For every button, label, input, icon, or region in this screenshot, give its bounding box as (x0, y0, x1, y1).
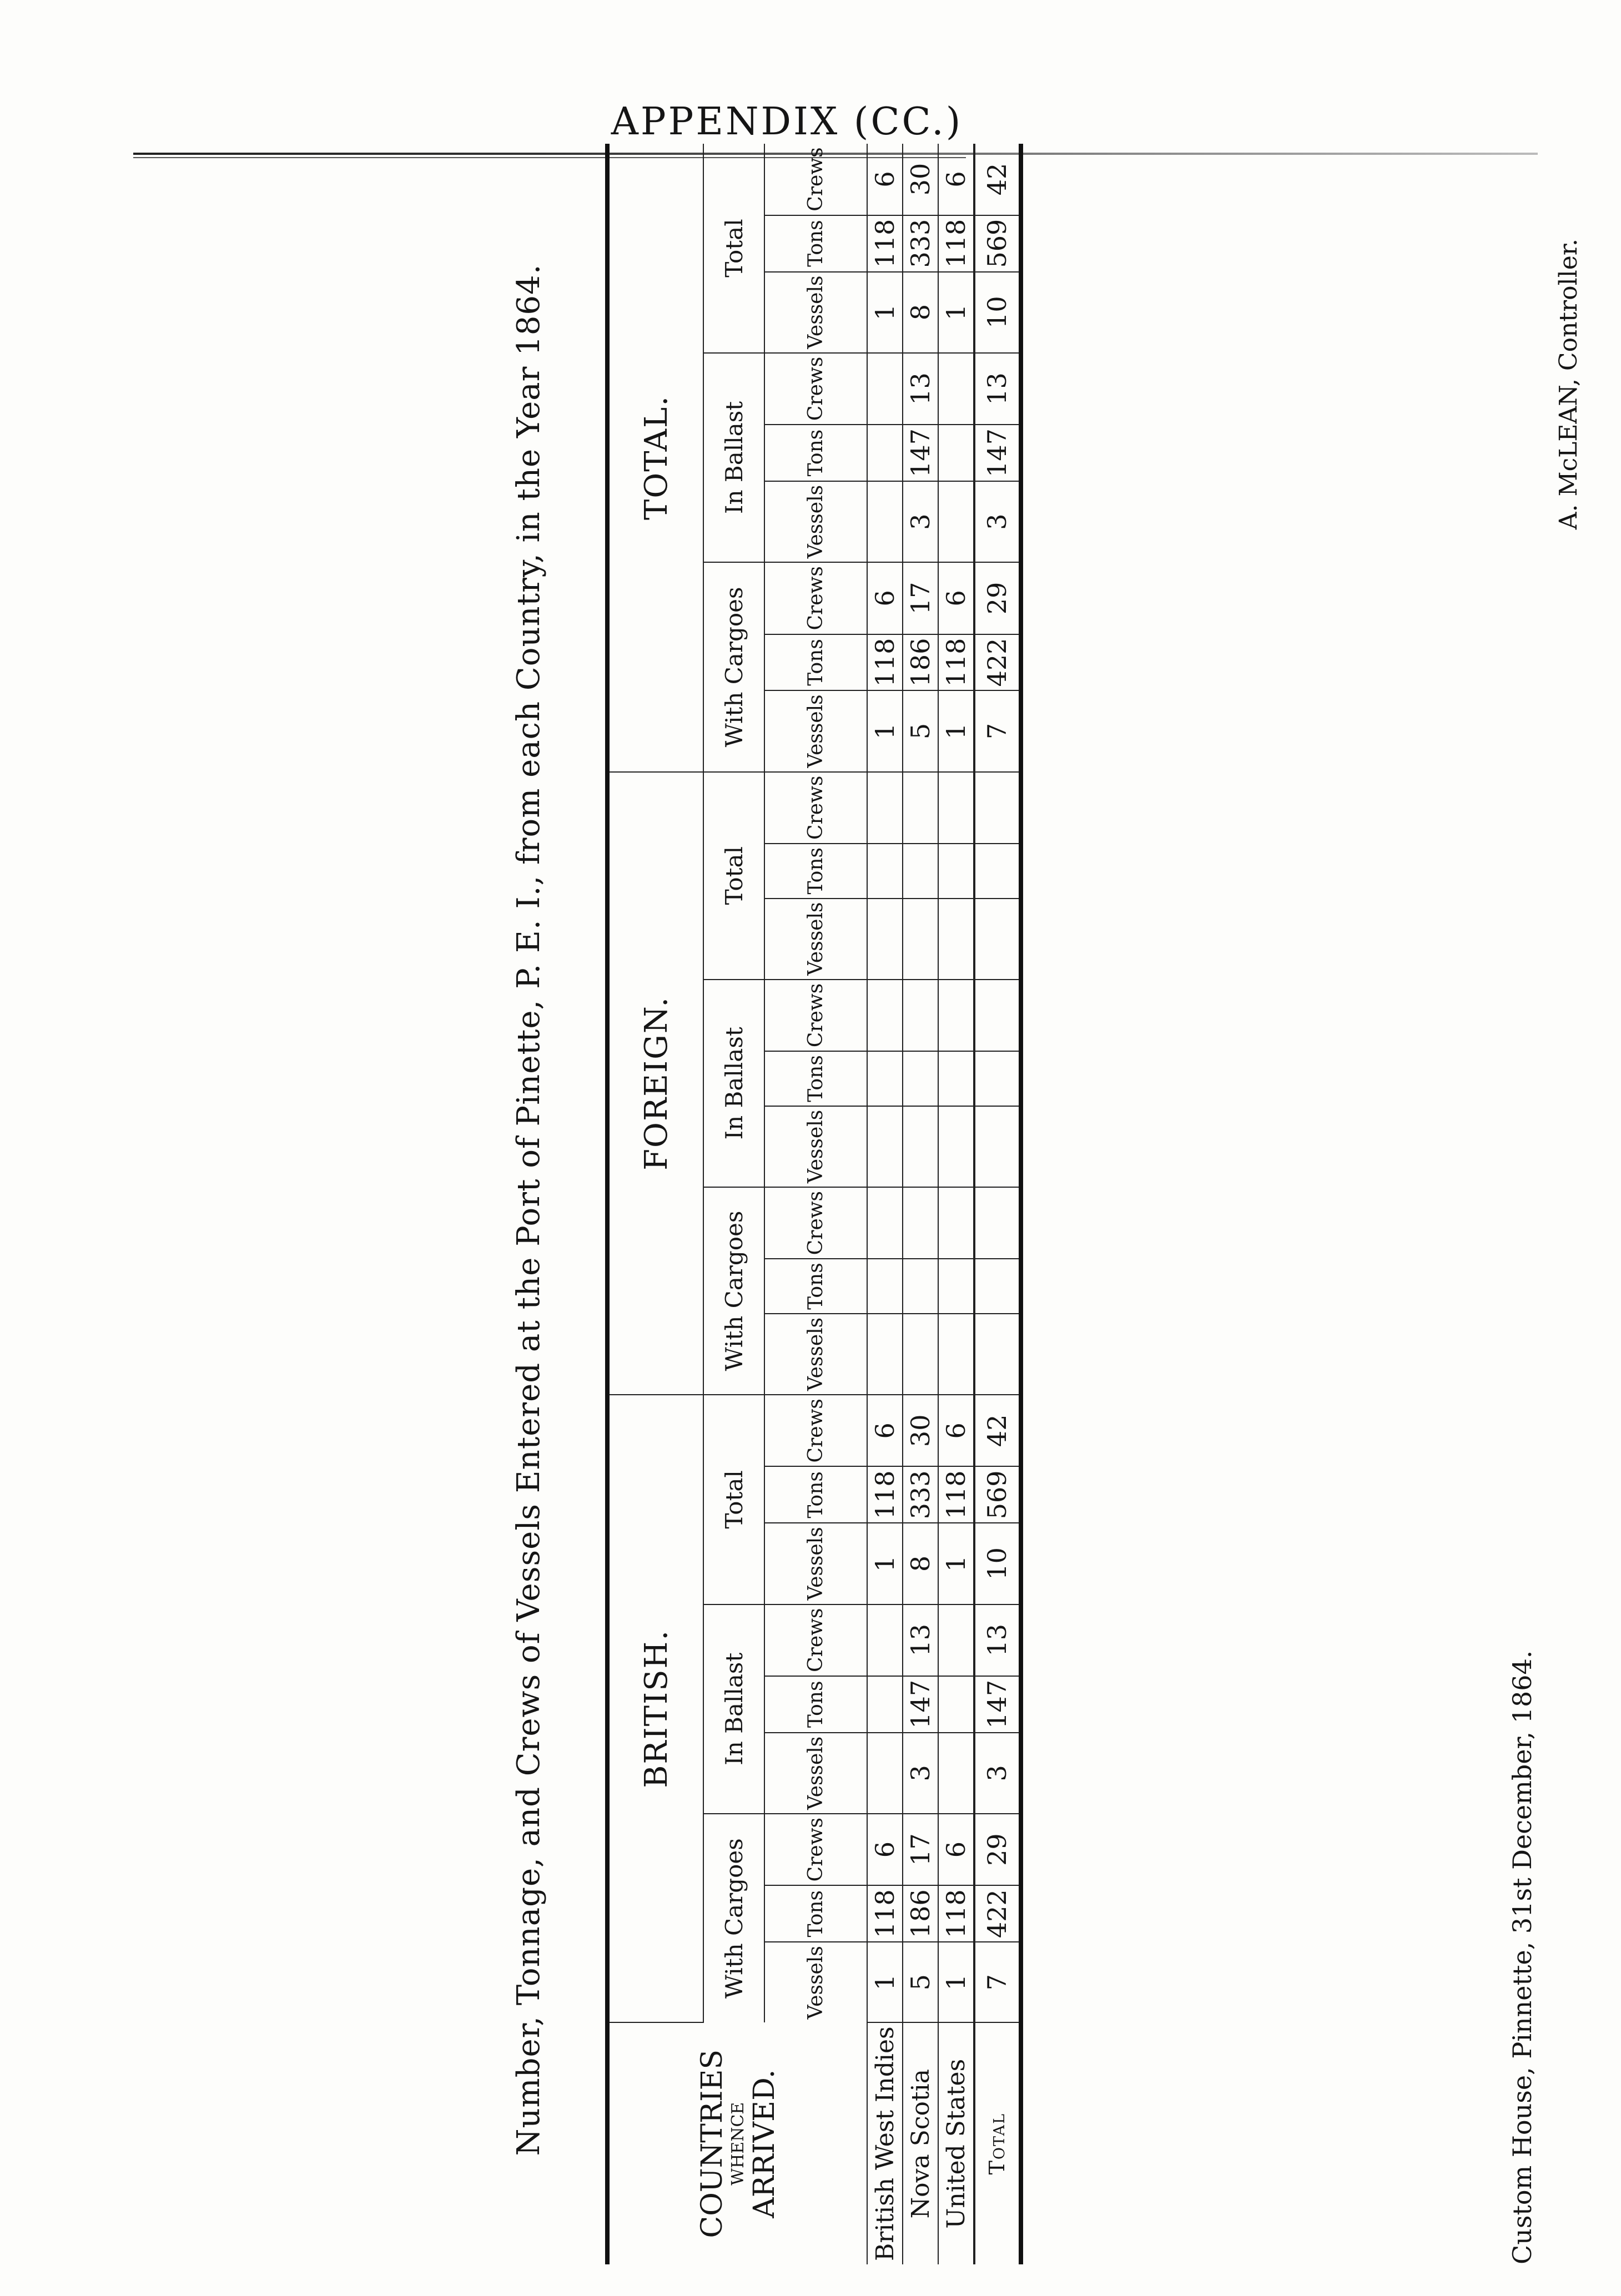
cell-total: 1 (867, 690, 903, 771)
subgroup-total-0: With Cargoes (703, 562, 764, 771)
column-foreign-2-0: Vessels (764, 899, 867, 980)
subgroup-british-2: Total (703, 1395, 764, 1604)
total-cell-total: 7 (974, 690, 1021, 771)
column-british-1-1: Tons (764, 1676, 867, 1733)
total-cell-british: 7 (974, 1942, 1021, 2022)
table-title: Number, Tonnage, and Crews of Vessels Entered at the Port of Pinette, P. E. I., from each Country, in the Year 1864. (511, 264, 547, 2156)
cell-british: 8 (903, 1523, 938, 1604)
cell-total: 1 (867, 272, 903, 353)
cell-british (938, 1733, 974, 1814)
cell-total: 30 (903, 144, 938, 215)
cell-british: 1 (867, 1942, 903, 2022)
column-foreign-1-1: Tons (764, 1051, 867, 1106)
cell-foreign (938, 1314, 974, 1395)
total-cell-british: 13 (974, 1604, 1021, 1676)
cell-british: 17 (903, 1814, 938, 1885)
column-total-2-0: Vessels (764, 272, 867, 353)
column-british-2-0: Vessels (764, 1523, 867, 1604)
cell-foreign (867, 844, 903, 899)
cell-british: 333 (903, 1466, 938, 1523)
cell-total: 186 (903, 634, 938, 691)
cell-total: 6 (938, 144, 974, 215)
column-total-2-2: Crews (764, 144, 867, 215)
group-total: TOTAL. (607, 144, 703, 771)
total-cell-british: 3 (974, 1733, 1021, 1814)
total-cell-total: 422 (974, 634, 1021, 691)
column-total-1-1: Tons (764, 425, 867, 481)
cell-british: 6 (938, 1395, 974, 1466)
total-cell-british: 569 (974, 1466, 1021, 1523)
cell-british: 3 (903, 1733, 938, 1814)
cell-british: 118 (938, 1885, 974, 1942)
cell-total: 13 (903, 353, 938, 425)
column-foreign-2-2: Crews (764, 772, 867, 844)
total-cell-foreign (974, 1314, 1021, 1395)
column-foreign-0-1: Tons (764, 1259, 867, 1314)
column-total-0-0: Vessels (764, 690, 867, 771)
column-total-0-1: Tons (764, 634, 867, 691)
cell-total: 118 (867, 634, 903, 691)
column-total-1-0: Vessels (764, 481, 867, 562)
total-cell-total: 569 (974, 215, 1021, 272)
column-british-1-2: Crews (764, 1604, 867, 1676)
column-british-1-0: Vessels (764, 1733, 867, 1814)
total-cell-foreign (974, 980, 1021, 1051)
column-total-0-2: Crews (764, 562, 867, 634)
cell-foreign (903, 772, 938, 844)
subgroup-foreign-2: Total (703, 772, 764, 980)
column-foreign-0-2: Crews (764, 1187, 867, 1259)
vessels-table (605, 144, 1023, 2264)
total-label: Total (974, 2022, 1021, 2264)
cell-british: 1 (938, 1523, 974, 1604)
cell-british (867, 1733, 903, 1814)
cell-british: 118 (867, 1885, 903, 1942)
rotated-table-area (511, 147, 1621, 2264)
appendix-header: APPENDIX (CC.) (611, 100, 963, 144)
cell-total (867, 425, 903, 481)
cell-foreign (938, 844, 974, 899)
column-foreign-0-0: Vessels (764, 1314, 867, 1395)
column-foreign-1-2: Crews (764, 980, 867, 1051)
cell-foreign (938, 1051, 974, 1106)
cell-british: 6 (938, 1814, 974, 1885)
total-cell-foreign (974, 1187, 1021, 1259)
subgroup-total-1: In Ballast (703, 353, 764, 562)
cell-foreign (938, 899, 974, 980)
table-row (867, 144, 903, 2264)
cell-foreign (938, 772, 974, 844)
cell-foreign (867, 1106, 903, 1187)
table-row (938, 144, 974, 2264)
cell-foreign (938, 980, 974, 1051)
cell-total: 3 (903, 481, 938, 562)
cell-total: 5 (903, 690, 938, 771)
total-cell-british: 10 (974, 1523, 1021, 1604)
column-british-0-2: Crews (764, 1814, 867, 1885)
column-british-0-1: Tons (764, 1885, 867, 1942)
total-cell-foreign (974, 899, 1021, 980)
column-total-2-1: Tons (764, 215, 867, 272)
cell-total: 147 (903, 425, 938, 481)
cell-foreign (867, 899, 903, 980)
column-total-1-2: Crews (764, 353, 867, 425)
subgroup-total-2: Total (703, 144, 764, 352)
cell-british (867, 1604, 903, 1676)
cell-foreign (867, 1051, 903, 1106)
cell-foreign (938, 1187, 974, 1259)
cell-british: 186 (903, 1885, 938, 1942)
cell-total: 1 (938, 272, 974, 353)
cell-british: 5 (903, 1942, 938, 2022)
country-name: British West Indies (867, 2022, 903, 2264)
column-foreign-1-0: Vessels (764, 1106, 867, 1187)
cell-total: 8 (903, 272, 938, 353)
subgroup-foreign-1: In Ballast (703, 980, 764, 1187)
cell-foreign (903, 980, 938, 1051)
cell-foreign (903, 1259, 938, 1314)
cell-foreign (903, 844, 938, 899)
cell-total (938, 481, 974, 562)
country-name: Nova Scotia (903, 2022, 938, 2264)
cell-foreign (867, 1259, 903, 1314)
cell-total (867, 481, 903, 562)
cell-foreign (903, 1187, 938, 1259)
total-cell-foreign (974, 1106, 1021, 1187)
total-cell-foreign (974, 772, 1021, 844)
countries-head-line2: WHENCE (728, 2102, 748, 2186)
group-british: BRITISH. (607, 1395, 703, 2022)
column-british-0-0: Vessels (764, 1942, 867, 2022)
cell-total: 118 (938, 215, 974, 272)
cell-foreign (903, 1106, 938, 1187)
countries-head-line3: ARRIVED. (747, 2069, 781, 2218)
cell-british: 1 (938, 1942, 974, 2022)
subgroup-british-1: In Ballast (703, 1604, 764, 1814)
cell-total: 1 (938, 690, 974, 771)
group-foreign: FOREIGN. (607, 772, 703, 1395)
cell-british: 147 (903, 1676, 938, 1733)
cell-british: 13 (903, 1604, 938, 1676)
total-cell-total: 147 (974, 425, 1021, 481)
controller-signature: A. McLEAN, Controller. (1554, 239, 1583, 530)
total-cell-foreign (974, 1259, 1021, 1314)
total-row (974, 144, 1021, 2264)
cell-total: 17 (903, 562, 938, 634)
cell-total: 6 (938, 562, 974, 634)
cell-total: 118 (867, 215, 903, 272)
cell-british (867, 1676, 903, 1733)
total-cell-foreign (974, 844, 1021, 899)
cell-foreign (938, 1259, 974, 1314)
cell-total: 333 (903, 215, 938, 272)
total-cell-british: 422 (974, 1885, 1021, 1942)
cell-total: 6 (867, 144, 903, 215)
cell-foreign (938, 1106, 974, 1187)
cell-british (938, 1604, 974, 1676)
total-cell-total: 10 (974, 272, 1021, 353)
column-british-2-2: Crews (764, 1395, 867, 1466)
cell-total: 118 (938, 634, 974, 691)
cell-total (938, 425, 974, 481)
cell-british: 118 (867, 1466, 903, 1523)
subgroup-british-0: With Cargoes (703, 1814, 764, 2022)
total-cell-total: 42 (974, 144, 1021, 215)
column-british-2-1: Tons (764, 1466, 867, 1523)
cell-british: 1 (867, 1523, 903, 1604)
cell-foreign (903, 1314, 938, 1395)
cell-total (867, 353, 903, 425)
cell-foreign (867, 1187, 903, 1259)
cell-foreign (903, 1051, 938, 1106)
cell-british: 30 (903, 1395, 938, 1466)
cell-foreign (867, 980, 903, 1051)
cell-foreign (867, 772, 903, 844)
country-name: United States (938, 2022, 974, 2264)
cell-total: 6 (867, 562, 903, 634)
total-cell-british: 29 (974, 1814, 1021, 1885)
subgroup-foreign-0: With Cargoes (703, 1187, 764, 1395)
total-cell-total: 3 (974, 481, 1021, 562)
total-cell-foreign (974, 1051, 1021, 1106)
cell-british: 6 (867, 1814, 903, 1885)
total-cell-total: 29 (974, 562, 1021, 634)
total-cell-british: 147 (974, 1676, 1021, 1733)
total-cell-total: 13 (974, 353, 1021, 425)
column-foreign-2-1: Tons (764, 844, 867, 899)
custom-house-note: Custom House, Pinnette, 31st December, 1864. (1507, 1650, 1537, 2264)
cell-foreign (903, 899, 938, 980)
cell-british: 6 (867, 1395, 903, 1466)
countries-column-header (607, 2022, 867, 2264)
total-cell-british: 42 (974, 1395, 1021, 1466)
cell-british (938, 1676, 974, 1733)
table-row (903, 144, 938, 2264)
countries-head-line1: COUNTRIES (695, 2049, 729, 2238)
cell-foreign (867, 1314, 903, 1395)
cell-british: 118 (938, 1466, 974, 1523)
cell-total (938, 353, 974, 425)
